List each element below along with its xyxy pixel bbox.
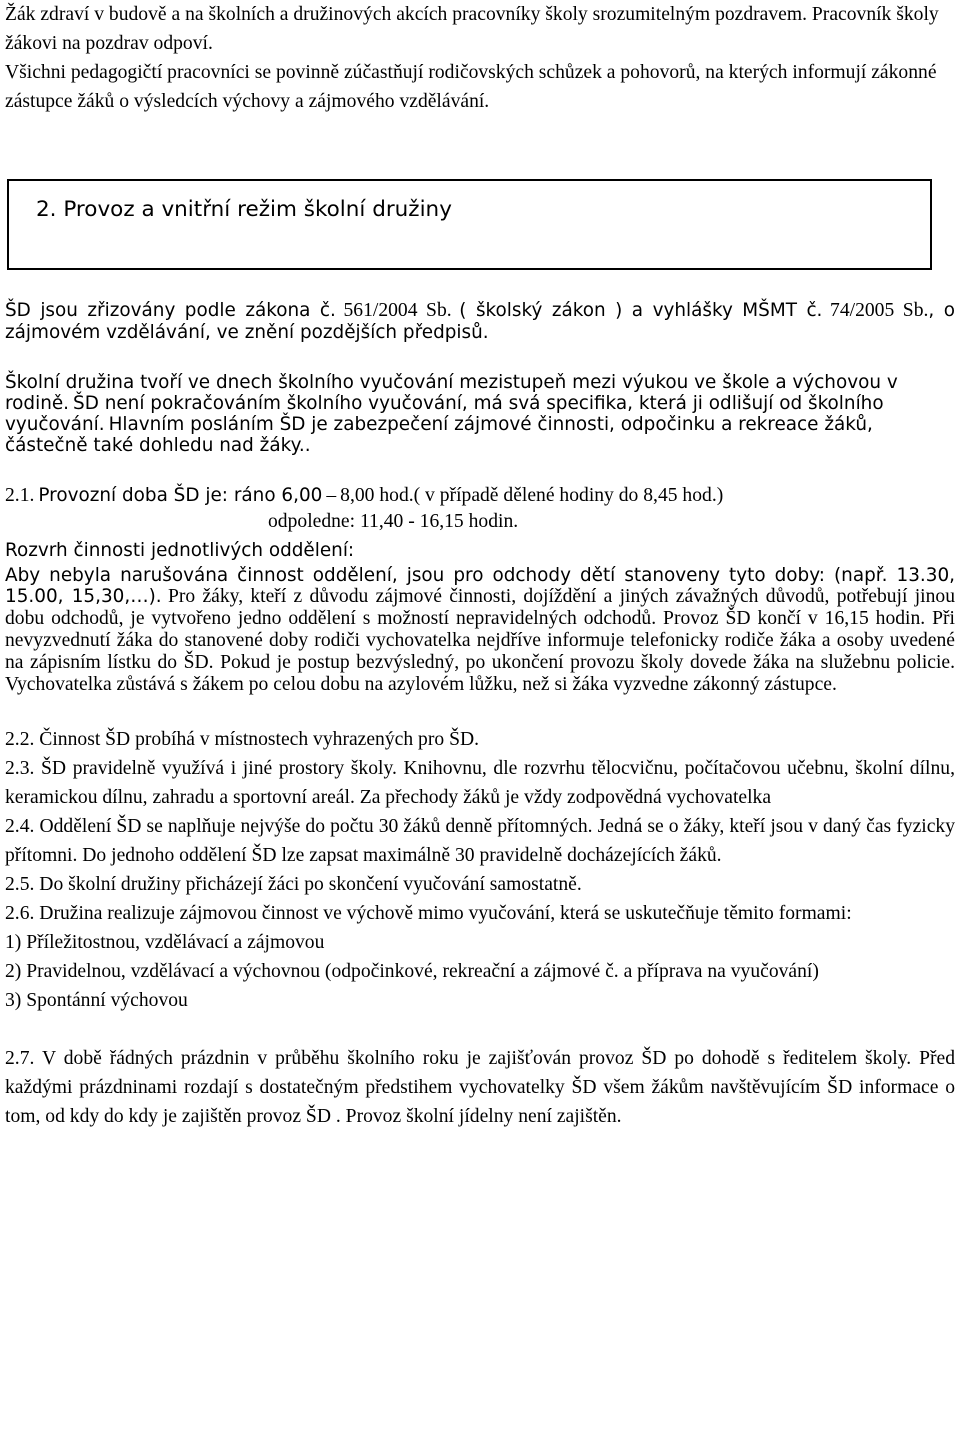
section-heading-box (7, 179, 932, 270)
form-item-1: 1) Příležitostnou, vzdělávací a zájmovou (5, 932, 325, 953)
greeting-paragraph: Žák zdraví v budově a na školních a družinových akcích pracovníky školy srozumitelným pozdravem. Pracovník školy žákovi na pozdrav odpoví. (5, 4, 939, 54)
point-2-5: 2.5. Do školní družiny přicházejí žáci po skončení vyučování samostatně. (5, 874, 582, 895)
point-2-3: 2.3. ŠD pravidelně využívá i jiné prostory školy. Knihovnu, dle rozvrhu tělocvičnu, počítačovou učebnu, školní dílnu, keramickou dílnu, zahradu a sportovní areál. Za přechody žáků je vždy zodpovědná vychovatelka (5, 758, 955, 808)
form-item-2: 2) Pravidelnou, vzdělávací a výchovnou (odpočinkové, rekreační a zájmové č. a příprava na vyučování) (5, 961, 819, 982)
point-2-7: 2.7. V době řádných prázdnin v průběhu školního roku je zajišťován provoz ŠD po dohodě s ředitelem školy. Před každými prázdninami rozdají s dostatečným předstihem vychovatelky ŠD všem žákům navštěvujícím ŠD informace o tom, od kdy do kdy je zajištěn provoz ŠD . Provoz školní jídelny není zajištěn. (5, 1048, 955, 1127)
point-2-6: 2.6. Družina realizuje zájmovou činnost ve výchově mimo vyučování, která se uskutečňuje těmito formami: (5, 903, 852, 924)
point-2-2: 2.2. Činnost ŠD probíhá v místnostech vyhrazených pro ŠD. (5, 729, 480, 750)
pickup-times-paragraph: Aby nebyla narušována činnost oddělení, jsou pro odchody dětí stanoveny tyto doby: (např. 13.30, 15.00, 15,30,…). Pro žáky, kteří z důvodu zájmové činnosti, dojíždění a jiných závažných důvodů, potřebují jinou dobu odchodů, je vytvořeno jedno oddělení s možností nepravidelných odchodů. Provoz ŠD končí v 16,15 hodin. Při nevyzvednutí žáka do stanovené doby rodiči vychovatelka nejdříve informuje telefonicky rodiče žáka a osoby uvedené na zápisním lístku do ŠD. Pokud je postup bezvýsledný, po ukončení provozu školy dovede žáka na služebnu policie. Vychovatelka zůstává s žákem po celou dobu na azylovém lůžku, než si žáka vyzvedne zákonný zástupce. (5, 565, 955, 695)
operating-hours-line: 2.1. Provozní doba ŠD je: ráno 6,00 – 8,00 hod.( v případě dělené hodiny do 8,45 hod.) (5, 485, 724, 506)
point-2-4: 2.4. Oddělení ŠD se naplňuje nejvýše do počtu 30 žáků denně přítomných. Jedná se o žáky, kteří jsou v daný čas fyzicky přítomni. Do jednoho oddělení ŠD lze zapsat maximálně 30 pravidelně docházejících žáků. (5, 816, 955, 866)
intro-section (5, 0, 955, 116)
document-page (5, 0, 955, 1127)
schedule-heading: Rozvrh činnosti jednotlivých oddělení: (5, 540, 355, 561)
meetings-paragraph: Všichni pedagogičtí pracovníci se povinně zúčastňují rodičovských schůzek a pohovorů, na kterých informují zákonné zástupce žáků o výsledcích výchovy a zájmového vzdělávání. (5, 62, 937, 112)
afternoon-hours-line: odpoledne: 11,40 - 16,15 hodin. (268, 511, 519, 532)
mission-paragraph: Školní družina tvoří ve dnech školního vyučování mezistupeň mezi výukou ve škole a výchovou v rodině. ŠD není pokračováním školního vyučování, má svá specifika, která ji odlišují od školního vyučování. Hlavním posláním ŠD je zabezpečení zájmové činnosti, odpočinku a rekreace žáků, částečně také dohledu nad žáky.. (5, 372, 898, 456)
section-heading: 2. Provoz a vnitřní režim školní družiny (36, 197, 452, 222)
form-item-3: 3) Spontánní výchovou (5, 990, 188, 1011)
establishment-paragraph: ŠD jsou zřizovány podle zákona č. 561/2004 Sb. ( školský zákon ) a vyhlášky MŠMT č. 74/2005 Sb., o zájmovém vzdělávání, ve znění pozdějších předpisů. (5, 300, 955, 343)
